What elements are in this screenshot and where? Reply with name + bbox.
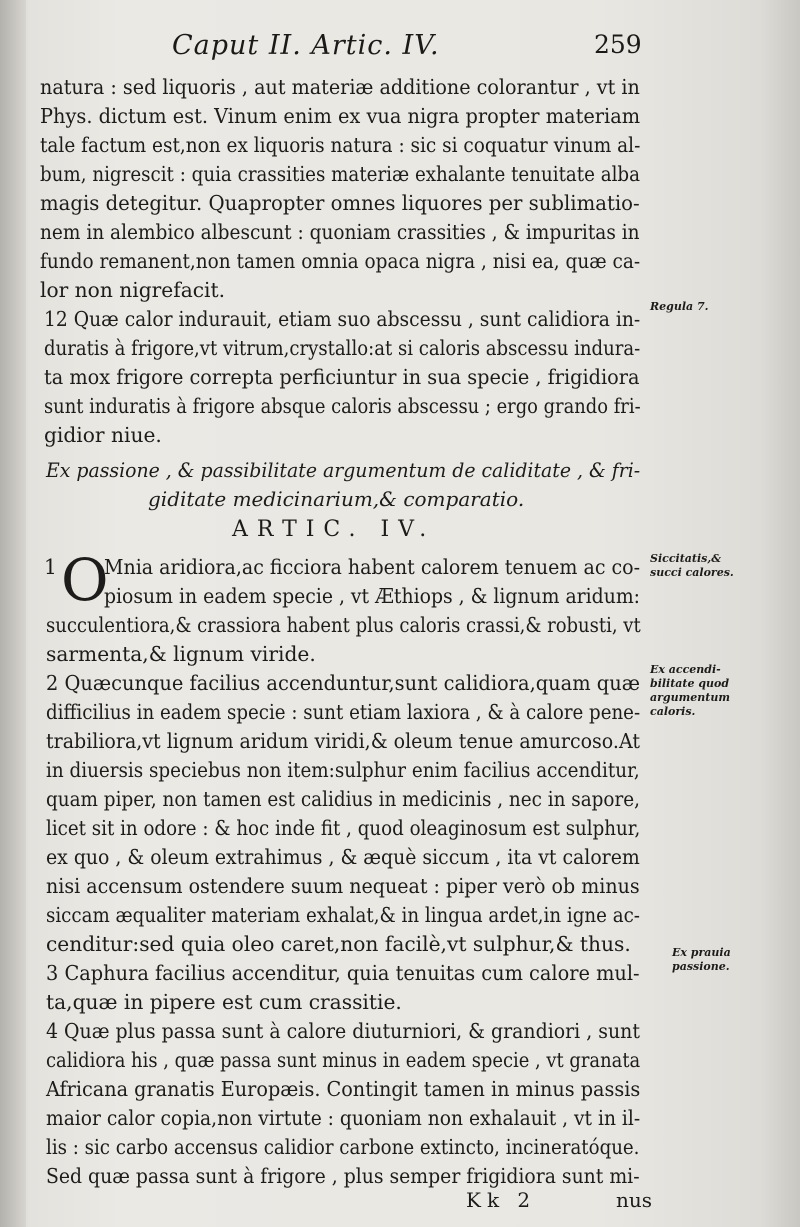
text-line: 12 Quæ calor indurauit, etiam suo abscessu , sunt calidiora in- bbox=[44, 307, 641, 331]
text-line: ta,quæ in pipere est cum crassitie. bbox=[46, 990, 402, 1014]
text-line: sarmenta,& lignum viride. bbox=[46, 642, 316, 666]
catchword: nus bbox=[616, 1188, 653, 1212]
text-line: sunt induratis à frigore absque caloris abscessu ; ergo grando fri- bbox=[44, 394, 641, 418]
page-gutter-shadow bbox=[0, 0, 26, 1227]
running-head: Caput II. Artic. IV. bbox=[172, 30, 440, 61]
text-line: natura : sed liquoris , aut materiæ additione colorantur , vt in bbox=[40, 75, 640, 99]
text-line: lor non nigrefacit. bbox=[40, 278, 226, 302]
paragraph-number: 1 bbox=[44, 555, 57, 579]
text-line: bum, nigrescit : quia crassities materiæ exhalante tenuitate alba bbox=[40, 162, 641, 186]
text-line: cenditur:sed quia oleo caret,non facilè,vt sulphur,& thus. bbox=[46, 932, 631, 956]
text-line: nisi accensum ostendere suum nequeat : piper verò ob minus bbox=[46, 874, 640, 898]
text-line: lis : sic carbo accensus calidior carbone extincto, incineratóque. bbox=[46, 1135, 640, 1159]
signature-mark: Kk 2 bbox=[466, 1188, 537, 1212]
section-title-line: giditate medicinarium,& comparatio. bbox=[148, 487, 525, 511]
text-line: maior calor copia,non virtute : quoniam non exhalauit , vt in il- bbox=[46, 1106, 641, 1130]
drop-capital: O bbox=[61, 546, 109, 614]
text-line: 4 Quæ plus passa sunt à calore diuturniori, & grandiori , sunt bbox=[46, 1019, 640, 1043]
text-line: tale factum est,non ex liquoris natura : sic si coquatur vinum al- bbox=[40, 133, 641, 157]
margin-note: Siccitatis,& succi calores. bbox=[650, 552, 734, 579]
text-line: duratis à frigore,vt vitrum,crystallo:at si caloris abscessu indura- bbox=[44, 336, 641, 360]
text-line: Africana granatis Europæis. Contingit tamen in minus passis bbox=[46, 1077, 641, 1101]
text-line: piosum in eadem specie , vt Æthiops , & lignum aridum: bbox=[104, 584, 641, 608]
text-line: in diuersis speciebus non item:sulphur enim facilius accenditur, bbox=[46, 758, 640, 782]
margin-note: Ex accendi- bilitate quod argumentum caloris. bbox=[650, 663, 730, 718]
text-line: gidior niue. bbox=[44, 423, 162, 447]
article-heading: ARTIC. IV. bbox=[232, 517, 436, 542]
text-line: Phys. dictum est. Vinum enim ex vua nigra propter materiam bbox=[40, 104, 641, 128]
text-line: licet sit in odore : & hoc inde fit , quod oleaginosum est sulphur, bbox=[46, 816, 641, 840]
text-line: 2 Quæcunque facilius accenduntur,sunt calidiora,quam quæ bbox=[46, 671, 640, 695]
margin-note: Ex prauia passione. bbox=[672, 946, 731, 973]
text-line: difficilius in eadem specie : sunt etiam laxiora , & à calore pene- bbox=[46, 700, 641, 724]
text-line: calidiora his , quæ passa sunt minus in eadem specie , vt granata bbox=[46, 1048, 641, 1072]
text-line: trabiliora,vt lignum aridum viridi,& oleum tenue amurcoso.At bbox=[46, 729, 640, 753]
text-line: Mnia aridiora,ac ficciora habent calorem tenuem ac co- bbox=[104, 555, 641, 579]
text-line: magis detegitur. Quapropter omnes liquores per sublimatio- bbox=[40, 191, 640, 215]
text-line: succulentiora,& crassiora habent plus caloris crassi,& robusti, vt bbox=[46, 613, 641, 637]
text-line: Sed quæ passa sunt à frigore , plus semper frigidiora sunt mi- bbox=[46, 1164, 640, 1188]
text-line: nem in alembico albescunt : quoniam crassities , & impuritas in bbox=[40, 220, 640, 244]
text-line: ex quo , & oleum extrahimus , & æquè siccum , ita vt calorem bbox=[46, 845, 640, 869]
text-line: quam piper, non tamen est calidius in medicinis , nec in sapore, bbox=[46, 787, 640, 811]
page-header bbox=[0, 30, 800, 70]
margin-note: Regula 7. bbox=[650, 300, 709, 313]
text-line: ta mox frigore correpta perficiuntur in sua specie , frigidiora bbox=[44, 365, 640, 389]
text-line: 3 Caphura facilius accenditur, quia tenuitas cum calore mul- bbox=[46, 961, 640, 985]
text-line: siccam æqualiter materiam exhalat,& in lingua ardet,in igne ac- bbox=[46, 903, 640, 927]
text-line: fundo remanent,non tamen omnia opaca nigra , nisi ea, quæ ca- bbox=[40, 249, 641, 273]
section-title-line: Ex passione , & passibilitate argumentum de caliditate , & fri- bbox=[46, 458, 641, 482]
page-number: 259 bbox=[594, 30, 642, 59]
